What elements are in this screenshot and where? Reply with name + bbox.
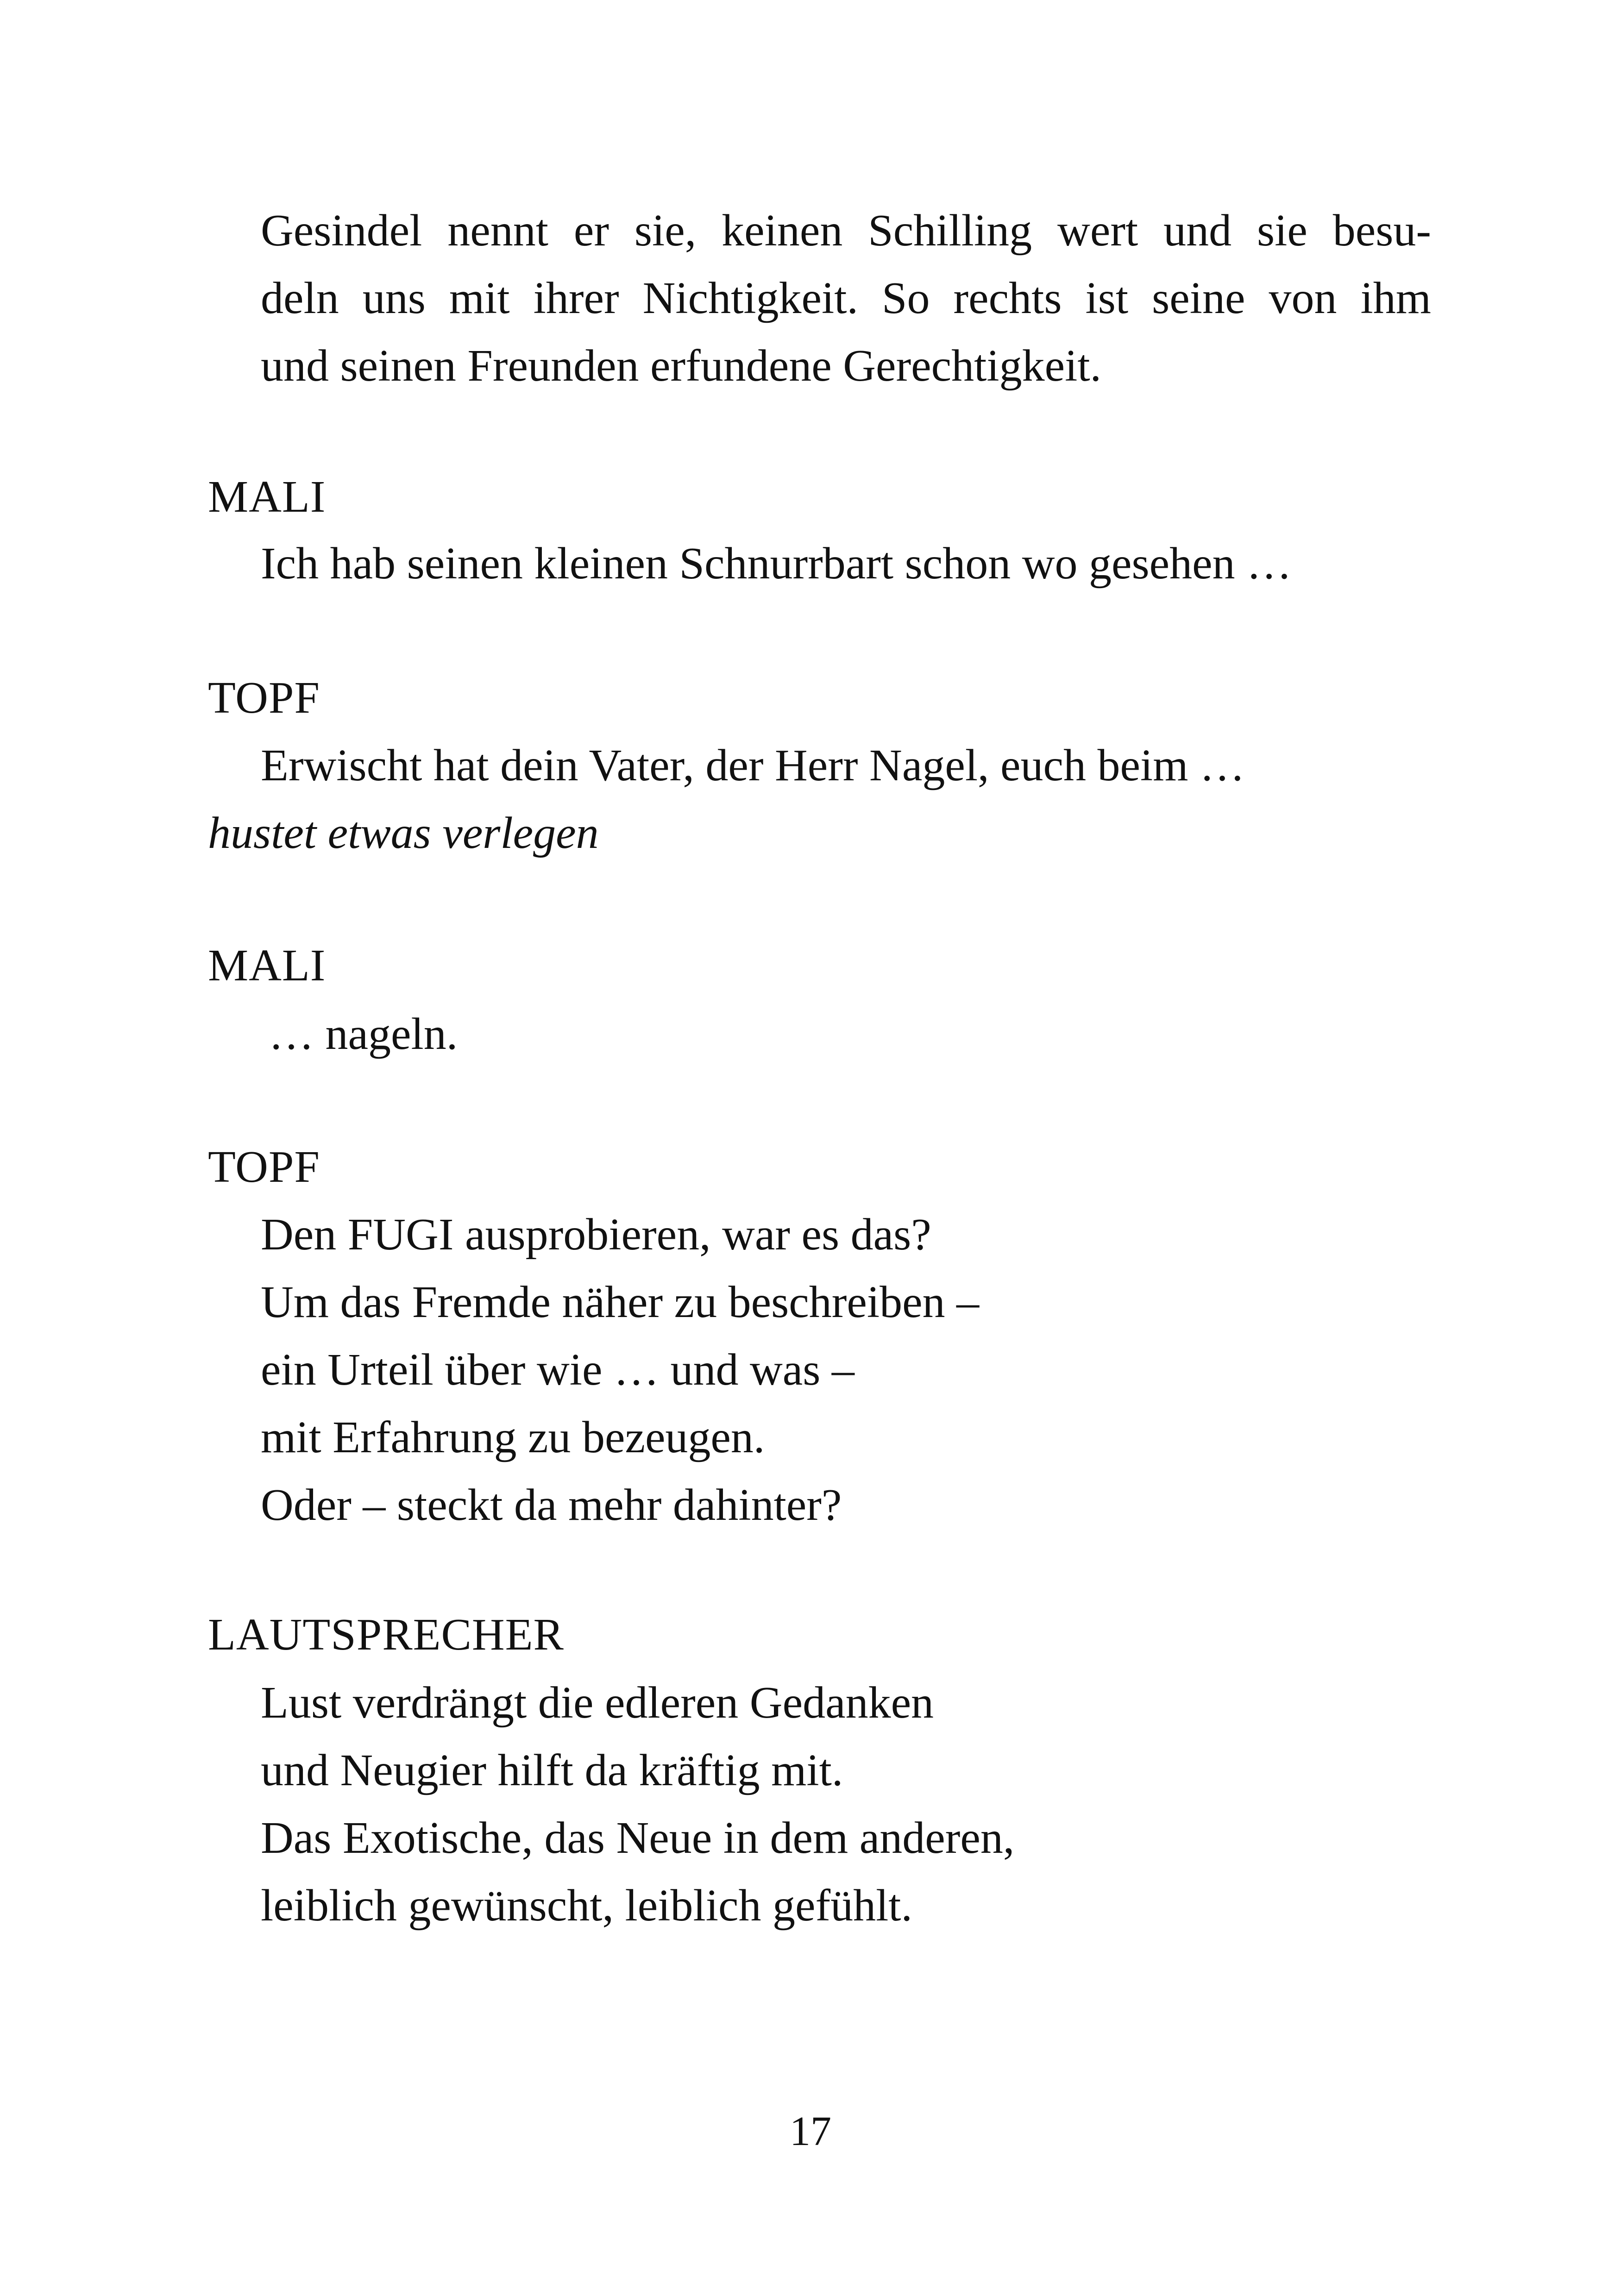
speech-line: Oder – steckt da mehr dahinter? — [261, 1480, 842, 1530]
speech-line: Erwischt hat dein Vater, der Herr Nagel, euch beim … — [261, 740, 1245, 790]
speech-line: Lust verdrängt die edleren Gedanken — [261, 1678, 934, 1728]
speech-line: Das Exotische, das Neue in dem anderen, — [261, 1813, 1015, 1863]
speaker-name: MALI — [208, 941, 326, 991]
speech-line: … nageln. — [269, 1009, 458, 1059]
speaker-name: LAUTSPRECHER — [208, 1610, 564, 1660]
speech-line: Ich hab seinen kleinen Schnurrbart schon wo gesehen … — [261, 539, 1292, 589]
text-line: Gesindel nennt er sie, keinen Schilling wert und sie besu- — [261, 206, 1431, 256]
speech-line: ein Urteil über wie … und was – — [261, 1345, 854, 1395]
speaker-name: TOPF — [208, 1142, 320, 1192]
speaker-name: TOPF — [208, 673, 320, 723]
speech-line: mit Erfahrung zu bezeugen. — [261, 1412, 765, 1462]
text-line: und seinen Freunden erfundene Gerechtigkeit. — [261, 341, 1102, 391]
speech-line: Den FUGI ausprobieren, war es das? — [261, 1210, 931, 1260]
speech-line: leiblich gewünscht, leiblich gefühlt. — [261, 1881, 913, 1931]
speech-line: Um das Fremde näher zu beschreiben – — [261, 1277, 980, 1327]
speech-line: und Neugier hilft da kräftig mit. — [261, 1745, 843, 1795]
stage-direction: hustet etwas verlegen — [208, 808, 599, 858]
page-number: 17 — [790, 2108, 831, 2154]
text-line: deln uns mit ihrer Nichtigkeit. So rechts ist seine von ihm — [261, 273, 1431, 323]
speaker-name: MALI — [208, 472, 326, 522]
